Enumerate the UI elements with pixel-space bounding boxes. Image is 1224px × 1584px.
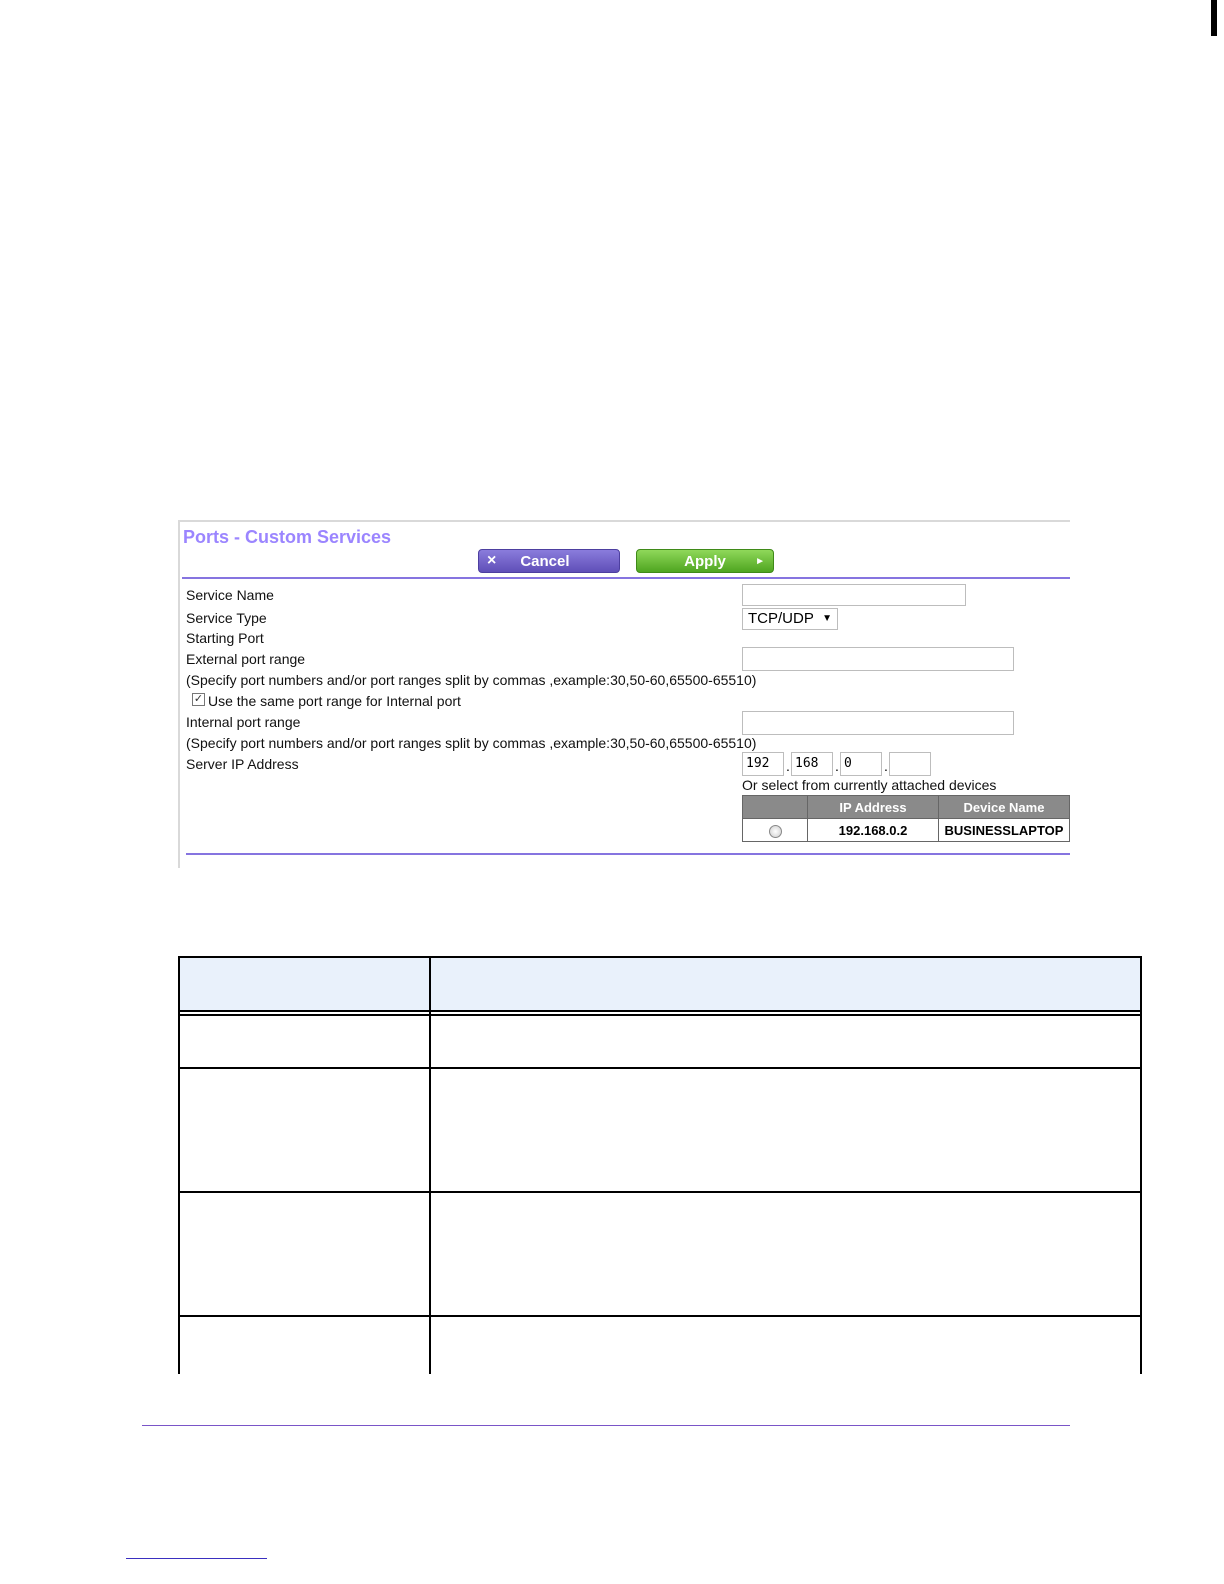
- service-type-value: TCP/UDP: [748, 610, 814, 627]
- ip-octet-2-input[interactable]: 168: [791, 752, 833, 776]
- ip-octet-1-input[interactable]: 192: [742, 752, 784, 776]
- table-row[interactable]: [743, 819, 1070, 842]
- select-column-header: [743, 796, 808, 819]
- ip-octet-4-input[interactable]: [889, 752, 931, 776]
- external-port-hint: (Specify port numbers and/or port ranges split by commas ,example:30,50-60,65500-65510): [186, 672, 757, 688]
- internal-port-label: Internal port range: [186, 714, 301, 730]
- table-row: [179, 1015, 1141, 1068]
- table-row: [179, 1068, 1141, 1192]
- table-row: [179, 1192, 1141, 1316]
- device-radio[interactable]: [769, 825, 782, 838]
- apply-label: Apply: [684, 552, 726, 570]
- device-select-cell[interactable]: [743, 819, 808, 842]
- external-port-input[interactable]: [742, 647, 1014, 671]
- page-edge-rule: [1211, 0, 1217, 36]
- ip-separator: .: [786, 758, 790, 774]
- table-header-row: [179, 957, 1141, 1011]
- server-ip-label: Server IP Address: [186, 756, 299, 772]
- same-port-checkbox[interactable]: ✓: [193, 693, 204, 705]
- internal-port-hint: (Specify port numbers and/or port ranges split by commas ,example:30,50-60,65500-65510): [186, 735, 757, 751]
- ip-address-column-header: IP Address: [808, 796, 939, 819]
- ip-separator: .: [884, 758, 888, 774]
- cancel-button[interactable]: [478, 549, 620, 573]
- service-name-label: Service Name: [186, 587, 274, 603]
- same-port-label: Use the same port range for Internal port: [208, 693, 461, 709]
- bottom-divider: [186, 853, 1070, 855]
- panel-title: Ports - Custom Services: [183, 527, 392, 547]
- top-divider: [182, 577, 1070, 579]
- chevron-down-icon: ▼: [822, 613, 832, 624]
- starting-port-label: Starting Port: [186, 630, 264, 646]
- play-arrow-icon: ►: [755, 555, 765, 567]
- ip-separator: .: [835, 758, 839, 774]
- device-ip-cell: 192.168.0.2: [808, 819, 939, 842]
- service-name-input[interactable]: [742, 584, 966, 606]
- settings-description-table: [178, 956, 1142, 1397]
- attached-devices-table: [742, 795, 1070, 842]
- ip-octet-3-input[interactable]: 0: [840, 752, 882, 776]
- description-column-header: [430, 957, 1141, 1011]
- table-header-row: [743, 796, 1070, 819]
- attached-devices-label: Or select from currently attached devices: [742, 777, 997, 793]
- custom-services-panel: [178, 520, 1070, 868]
- setting-column-header: [179, 957, 430, 1011]
- external-port-label: External port range: [186, 651, 306, 667]
- device-name-column-header: Device Name: [939, 796, 1070, 819]
- service-type-label: Service Type: [186, 610, 267, 626]
- cancel-label: Cancel: [520, 552, 570, 570]
- footer-rule: [142, 1425, 1070, 1426]
- footer-link-underline: [126, 1558, 267, 1559]
- apply-button[interactable]: [636, 549, 774, 573]
- close-icon: ×: [487, 552, 497, 569]
- internal-port-input[interactable]: [742, 711, 1014, 735]
- service-type-select[interactable]: [742, 608, 838, 630]
- device-name-cell: BUSINESSLAPTOP: [939, 819, 1070, 842]
